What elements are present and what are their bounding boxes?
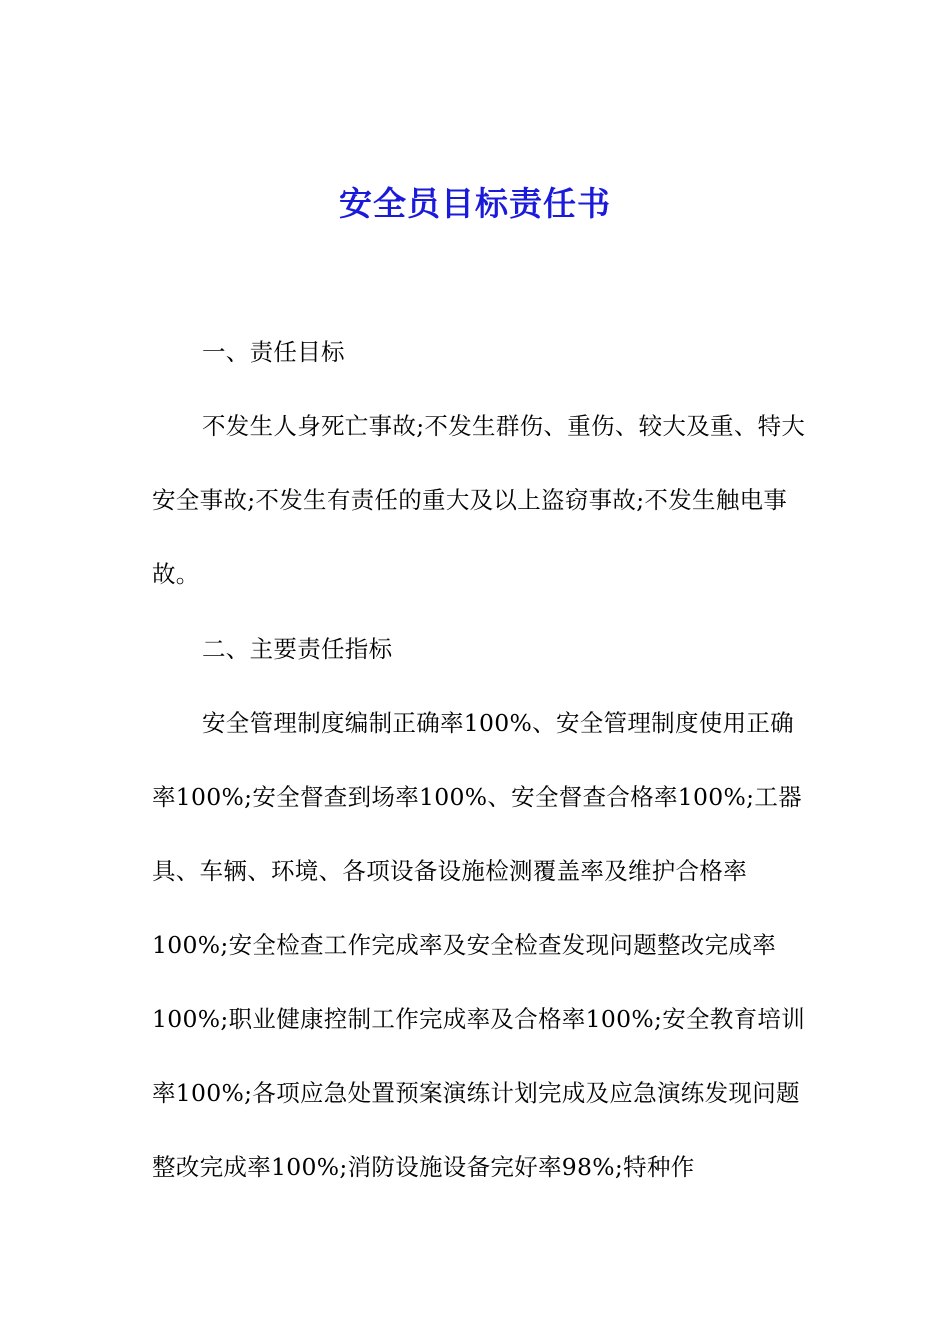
section-heading-main-indicators: 二、主要责任指标 bbox=[202, 635, 393, 663]
section-paragraph-main-indicators: 安全管理制度编制正确率100%、安全管理制度使用正确率100%;安全督查到场率100%、安全督查合格率100%;工器具、车辆、环境、各项设备设施检测覆盖率及维护合格率100%;安全检查工作完成率及安全检查发现问题整改完成率100%;职业健康控制工作完成率及合格率100%;安全教育培训率100%;各项应急处置预案演练计划完成及应急演练发现问题整改完成率100%;消防设施设备完好率98%;特种作 bbox=[152, 709, 806, 1181]
document-title: 安全员目标责任书 bbox=[339, 184, 611, 223]
section-heading-responsibility-goals: 一、责任目标 bbox=[202, 338, 345, 366]
section-paragraph-responsibility-goals: 不发生人身死亡事故;不发生群伤、重伤、较大及重、特大安全事故;不发生有责任的重大及以上盗窃事故;不发生触电事故。 bbox=[152, 412, 806, 588]
